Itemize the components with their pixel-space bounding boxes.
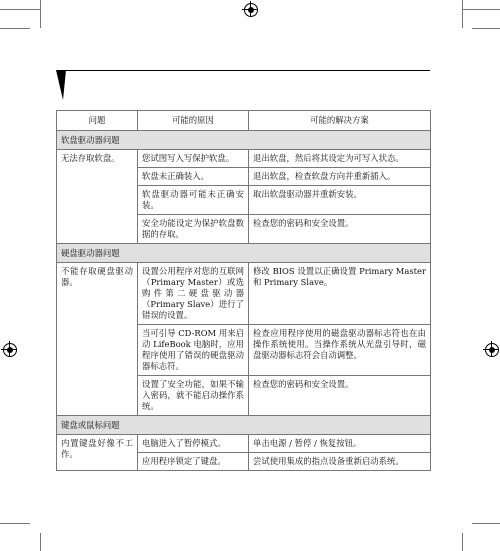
cause-cell: 设置公用程序对您的互联网（Primary Master）或选购件第二硬盘驱动器（Primary Slave）进行了错误的设置。 xyxy=(138,263,249,325)
table-row xyxy=(57,435,431,453)
problem-cell: 不能存取硬盘驱动器。 xyxy=(57,263,138,416)
table-row xyxy=(57,263,431,325)
section-row xyxy=(57,416,431,435)
section-title: 键盘或鼠标问题 xyxy=(57,416,431,435)
crop-mark-bottom-left-v xyxy=(40,533,41,551)
crop-mark-top-left-v xyxy=(40,0,41,28)
cause-cell: 设置了安全功能，如果不输入密码，就不能启动操作系统。 xyxy=(138,376,249,416)
crop-mark-top-right xyxy=(462,9,500,10)
solution-cell: 退出软盘，然后将其设定为可写入状态。 xyxy=(249,150,431,168)
table-header-row xyxy=(57,111,431,131)
crop-mark-top-right-v xyxy=(462,0,463,28)
chapter-marker xyxy=(56,70,66,100)
cause-cell: 软盘驱动器可能未正确安装。 xyxy=(138,186,249,215)
registration-mark-top xyxy=(244,3,258,17)
problem-cell: 无法存取软盘。 xyxy=(57,150,138,244)
registration-mark-right xyxy=(485,343,499,357)
solution-cell: 检查您的密码和安全设置。 xyxy=(249,376,431,416)
header-cause: 可能的原因 xyxy=(138,111,249,131)
cause-cell: 应用程序锁定了键盘。 xyxy=(138,453,249,471)
crop-mark-top-left-h2 xyxy=(0,28,30,29)
crop-mark-bottom-left xyxy=(0,523,30,524)
header-problem: 问题 xyxy=(57,111,138,131)
troubleshooting-table xyxy=(56,110,431,471)
crop-mark-bottom-right xyxy=(472,523,500,524)
header-rule xyxy=(60,70,430,71)
cause-cell: 电脑进入了暂停模式。 xyxy=(138,435,249,453)
crop-mark-top-left xyxy=(0,9,40,10)
registration-mark-left xyxy=(3,343,17,357)
header-solution: 可能的解决方案 xyxy=(249,111,431,131)
cause-cell: 软盘未正确装入。 xyxy=(138,168,249,186)
solution-cell: 单击电源 / 暂停 / 恢复按钮。 xyxy=(249,435,431,453)
section-row xyxy=(57,131,431,150)
table-row xyxy=(57,150,431,168)
section-title: 软盘驱动器问题 xyxy=(57,131,431,150)
solution-cell: 退出软盘，检查软盘方向并重新插入。 xyxy=(249,168,431,186)
crop-mark-top-right-h2 xyxy=(472,28,500,29)
section-row xyxy=(57,244,431,263)
solution-cell: 修改 BIOS 设置以正确设置 Primary Master 和 Primary Slave。 xyxy=(249,263,431,325)
problem-cell: 内置键盘好像不工作。 xyxy=(57,435,138,471)
solution-cell: 取出软盘驱动器并重新安装。 xyxy=(249,186,431,215)
solution-cell: 尝试使用集成的指点设备重新启动系统。 xyxy=(249,453,431,471)
section-title: 硬盘驱动器问题 xyxy=(57,244,431,263)
cause-cell: 您试图写入写保护软盘。 xyxy=(138,150,249,168)
solution-cell: 检查应用程序使用的磁盘驱动器标志符也在由操作系统使用。当操作系统从光盘引导时，磁盘驱动器标志符会自动调整。 xyxy=(249,325,431,376)
cause-cell: 当可引导 CD-ROM 用来启动 LifeBook 电脑时，应用程序使用了错误的硬盘驱动器标志符。 xyxy=(138,325,249,376)
solution-cell: 检查您的密码和安全设置。 xyxy=(249,215,431,244)
crop-mark-bottom-right-v xyxy=(462,533,463,551)
cause-cell: 安全功能设定为保护软盘数据的存取。 xyxy=(138,215,249,244)
